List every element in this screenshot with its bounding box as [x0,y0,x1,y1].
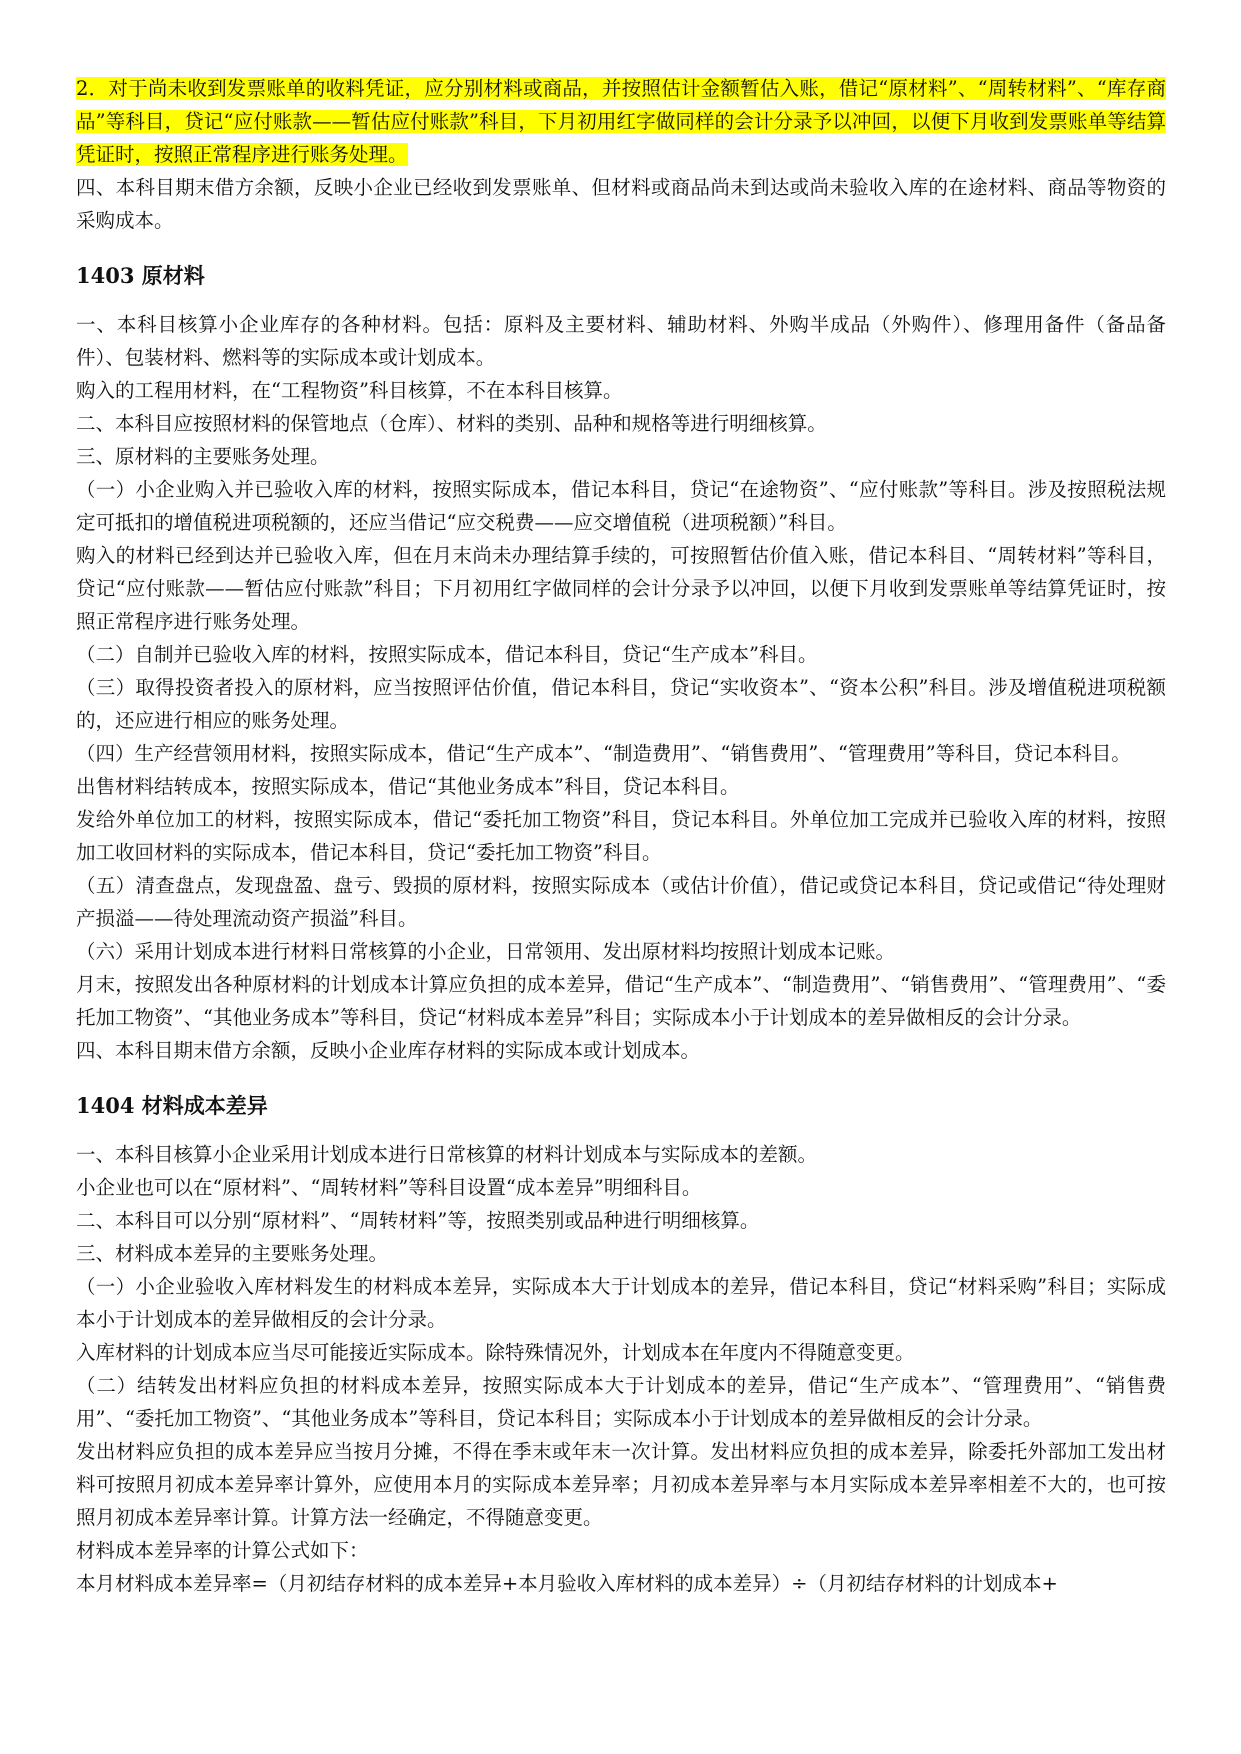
paragraph: 三、原材料的主要账务处理。 [76,445,330,468]
highlight-text: 2．对于尚未收到发票账单的收料凭证，应分别材料或商品，并按照估计金额暂估入账，借记“原材料”、“周转材料”、“库存商品”等科目，贷记“应付账款——暂估应付账款”科目，下月初用红字做同样的会计分录予以冲回，以便下月收到发票账单等结算凭证时，按照正常程序进行账务处理。 [76,77,1166,166]
paragraph: 四、本科目期末借方余额，反映小企业已经收到发票账单、但材料或商品尚未到达或尚未验收入库的在途材料、商品等物资的采购成本。 [76,176,1166,232]
paragraph: （一）小企业验收入库材料发生的材料成本差异，实际成本大于计划成本的差异，借记本科目，贷记“材料采购”科目；实际成本小于计划成本的差异做相反的会计分录。 [76,1275,1166,1331]
paragraph: 一、本科目核算小企业采用计划成本进行日常核算的材料计划成本与实际成本的差额。 [76,1143,818,1166]
paragraph: 一、本科目核算小企业库存的各种材料。包括：原料及主要材料、辅助材料、外购半成品（外购件）、修理用备件（备品备件）、包装材料、燃料等的实际成本或计划成本。 [76,313,1166,369]
paragraph: 入库材料的计划成本应当尽可能接近实际成本。除特殊情况外，计划成本在年度内不得随意变更。 [76,1341,915,1364]
paragraph: 小企业也可以在“原材料”、“周转材料”等科目设置“成本差异”明细科目。 [76,1176,702,1199]
paragraph: （五）清查盘点，发现盘盈、盘亏、毁损的原材料，按照实际成本（或估计价值），借记或贷记本科目，贷记或借记“待处理财产损溢——待处理流动资产损溢”科目。 [76,874,1166,930]
paragraph: （二）自制并已验收入库的材料，按照实际成本，借记本科目，贷记“生产成本”科目。 [76,643,818,666]
paragraph: 本月材料成本差异率=（月初结存材料的成本差异+本月验收入库材料的成本差异）÷（月初结存材料的计划成本+ [76,1572,1058,1595]
paragraph: 发出材料应负担的成本差异应当按月分摊，不得在季末或年末一次计算。发出材料应负担的成本差异，除委托外部加工发出材料可按照月初成本差异率计算外，应使用本月的实际成本差异率；月初成本差异率与本月实际成本差异率相差不大的，也可按照月初成本差异率计算。计算方法一经确定，不得随意变更。 [76,1440,1166,1529]
paragraph: 出售材料结转成本，按照实际成本，借记“其他业务成本”科目，贷记本科目。 [76,775,740,798]
paragraph: （六）采用计划成本进行材料日常核算的小企业，日常领用、发出原材料均按照计划成本记账。 [76,940,896,963]
paragraph: 材料成本差异率的计算公式如下： [76,1539,369,1562]
paragraph: 二、本科目应按照材料的保管地点（仓库）、材料的类别、品种和规格等进行明细核算。 [76,412,827,435]
paragraph: 发给外单位加工的材料，按照实际成本，借记“委托加工物资”科目，贷记本科目。外单位加工完成并已验收入库的材料，按照加工收回材料的实际成本，借记本科目，贷记“委托加工物资”科目。 [76,808,1166,864]
paragraph: 四、本科目期末借方余额，反映小企业库存材料的实际成本或计划成本。 [76,1039,701,1062]
paragraph: （二）结转发出材料应负担的材料成本差异，按照实际成本大于计划成本的差异，借记“生产成本”、“管理费用”、“销售费用”、“委托加工物资”、“其他业务成本”等科目，贷记本科目；实际成本小于计划成本的差异做相反的会计分录。 [76,1374,1166,1430]
paragraph: 二、本科目可以分别“原材料”、“周转材料”等，按照类别或品种进行明细核算。 [76,1209,760,1232]
highlighted-paragraph [76,72,1166,171]
section-heading-1404: 1404 材料成本差异 [76,1093,268,1118]
paragraph: （三）取得投资者投入的原材料，应当按照评估价值，借记本科目，贷记“实收资本”、“资本公积”科目。涉及增值税进项税额的，还应进行相应的账务处理。 [76,676,1166,732]
document-page [76,72,1166,1600]
section-1403-body [76,308,1166,1067]
section-heading-1403: 1403 原材料 [76,263,205,288]
paragraph: 月末，按照发出各种原材料的计划成本计算应负担的成本差异，借记“生产成本”、“制造费用”、“销售费用”、“管理费用”、“委托加工物资”、“其他业务成本”等科目，贷记“材料成本差异”科目；实际成本小于计划成本的差异做相反的会计分录。 [76,973,1166,1029]
paragraph: 三、材料成本差异的主要账务处理。 [76,1242,389,1265]
paragraph: （四）生产经营领用材料，按照实际成本，借记“生产成本”、“制造费用”、“销售费用”、“管理费用”等科目，贷记本科目。 [76,742,1131,765]
paragraph: 购入的工程用材料，在“工程物资”科目核算，不在本科目核算。 [76,379,623,402]
section-1404-body [76,1138,1166,1600]
paragraph: （一）小企业购入并已验收入库的材料，按照实际成本，借记本科目，贷记“在途物资”、“应付账款”等科目。涉及按照税法规定可抵扣的增值税进项税额的，还应当借记“应交税费——应交增值税（进项税额）”科目。 [76,478,1166,534]
paragraph: 购入的材料已经到达并已验收入库，但在月末尚未办理结算手续的，可按照暂估价值入账，借记本科目、“周转材料”等科目，贷记“应付账款——暂估应付账款”科目；下月初用红字做同样的会计分录予以冲回，以便下月收到发票账单等结算凭证时，按照正常程序进行账务处理。 [76,544,1166,633]
